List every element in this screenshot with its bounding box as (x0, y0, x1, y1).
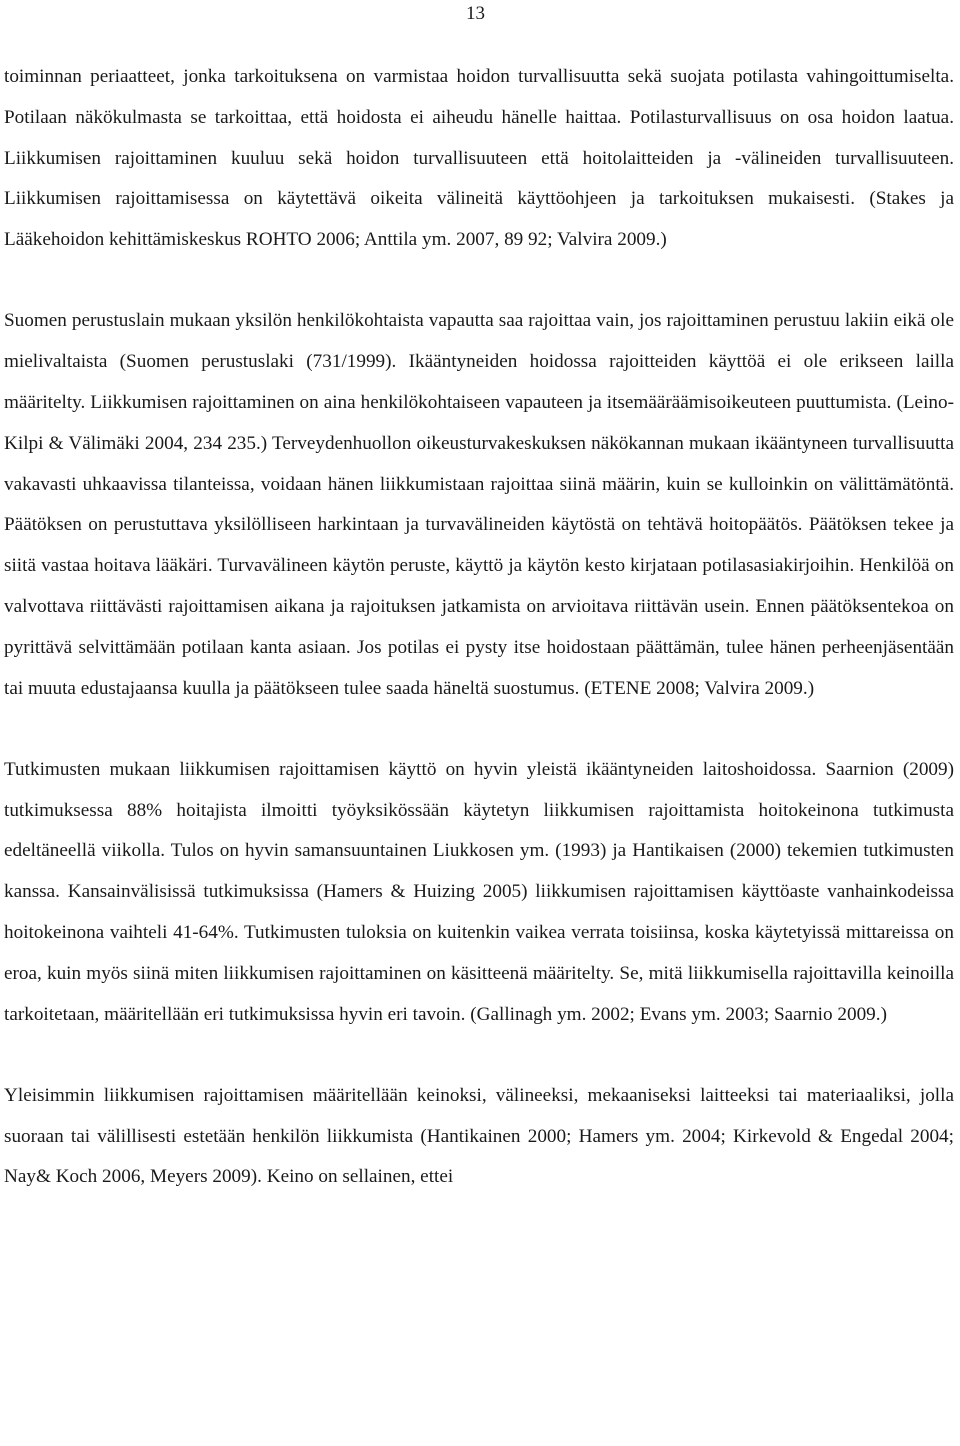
paragraph-4: Yleisimmin liikkumisen rajoittamisen määritellään keinoksi, välineeksi, mekaaniseksi laitteeksi tai materiaaliksi, jolla suoraan tai välillisesti estetään henkilön liikkumista (Hantikainen 2000; Hamers ym. 2004; Kirkevold & Engedal 2004; Nay& Koch 2006, Meyers 2009). Keino on sellainen, ettei (4, 1084, 954, 1188)
paragraph-1: toiminnan periaatteet, jonka tarkoituksena on varmistaa hoidon turvallisuutta sekä suojata potilasta vahingoittumiselta. Potilaan näkökulmasta se tarkoittaa, että hoidosta ei aiheudu hänelle haittaa. Potilasturvallisuus on osa hoidon laatua. Liikkumisen rajoittaminen kuuluu sekä hoidon turvallisuuteen että hoitolaitteiden ja -välineiden turvallisuuteen. Liikkumisen rajoittamisessa on käytettävä oikeita välineitä käyttöohjeen ja tarkoituksen mukaisesti. (Stakes ja Lääkehoidon kehittämiskeskus ROHTO 2006; Anttila ym. 2007, 89 92; Valvira 2009.) (4, 66, 954, 251)
document-body (4, 57, 954, 1198)
paragraph-3: Tutkimusten mukaan liikkumisen rajoittamisen käyttö on hyvin yleistä ikääntyneiden laitoshoidossa. Saarnion (2009) tutkimuksessa 88% hoitajista ilmoitti työyksikössään käytetyn liikkumisen rajoittamista hoitokeinona tutkimusta edeltäneellä viikolla. Tulos on hyvin samansuuntainen Liukkosen ym. (1993) ja Hantikaisen (2000) tekemien tutkimusten kanssa. Kansainvälisissä tutkimuksissa (Hamers & Huizing 2005) liikkumisen rajoittamisen käyttöaste vanhainkodeissa hoitokeinona vaihteli 41-64%. Tutkimusten tuloksia on kuitenkin vaikea verrata toisiinsa, koska käytetyissä mittareissa on eroa, kuin myös siinä miten liikkumisen rajoittaminen on käsitteenä määritelty. Se, mitä liikkumisella rajoittavilla keinoilla tarkoitetaan, määritellään eri tutkimuksissa hyvin eri tavoin. (Gallinagh ym. 2002; Evans ym. 2003; Saarnio 2009.) (4, 758, 954, 1025)
page-number: 13 (466, 3, 485, 24)
paragraph-2: Suomen perustuslain mukaan yksilön henkilökohtaista vapautta saa rajoittaa vain, jos rajoittaminen perustuu lakiin eikä ole mielivaltaista (Suomen perustuslaki (731/1999). Ikääntyneiden hoidossa rajoitteiden käyttöä ei ole erikseen lailla määritelty. Liikkumisen rajoittaminen on aina henkilökohtaiseen vapauteen ja itsemääräämisoikeuteen puuttumista. (Leino-Kilpi & Välimäki 2004, 234 235.) Terveydenhuollon oikeusturvakeskuksen näkökannan mukaan ikääntyneen turvallisuutta vakavasti uhkaavissa tilanteissa, voidaan hänen liikkumistaan rajoittaa siinä määrin, kuin se kulloinkin on välittämätöntä. Päätöksen on perustuttava yksilölliseen harkintaan ja turvavälineiden käytöstä on tehtävä hoitopäätös. Päätöksen tekee ja siitä vastaa hoitava lääkäri. Turvavälineen käytön peruste, käyttö ja käytön kesto kirjataan potilasasiakirjoihin. Henkilöä on valvottava riittävästi rajoittamisen aikana ja rajoituksen jatkamista on arvioitava riittävän usein. Ennen päätöksentekoa on pyrittävä selvittämään potilaan kanta asiaan. Jos potilas ei pysty itse hoidostaan päättämän, tulee hänen perheenjäsentään tai muuta edustajaansa kuulla ja päätökseen tulee saada häneltä suostumus. (ETENE 2008; Valvira 2009.) (4, 310, 954, 699)
